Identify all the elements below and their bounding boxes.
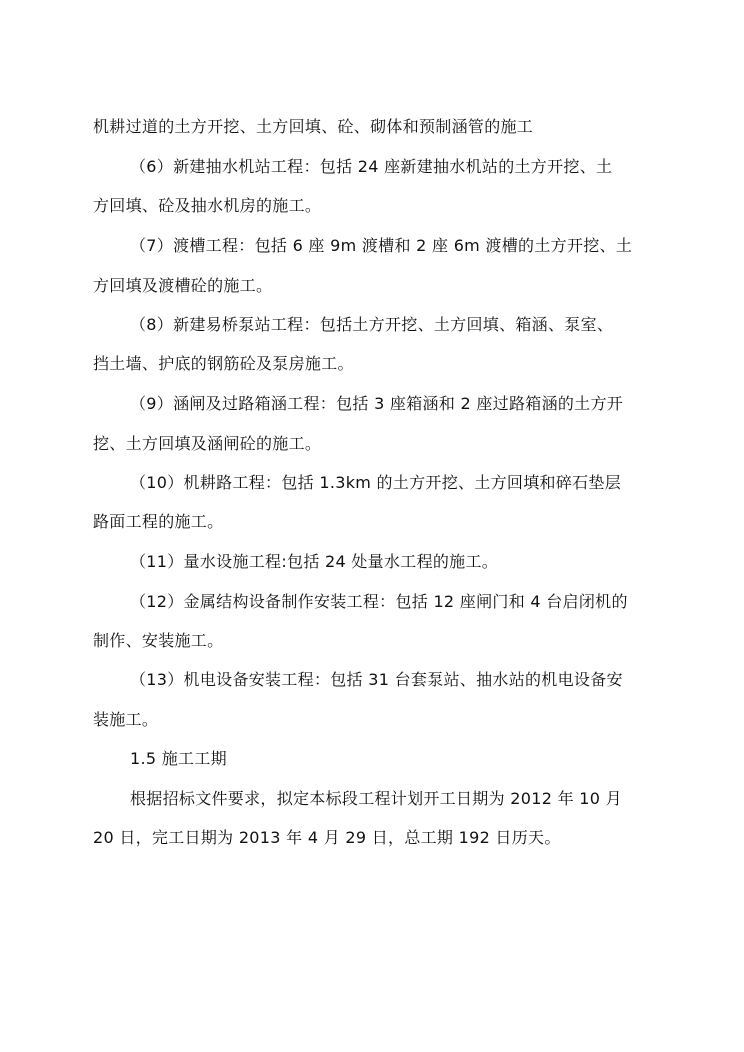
text-line: 方回填及渡槽砼的施工。 xyxy=(93,276,273,295)
text-line: （11）量水设施工程:包括 24 处量水工程的施工。 xyxy=(130,552,499,571)
text-line: 机耕过道的土方开挖、土方回填、砼、砌体和预制涵管的施工 xyxy=(93,117,534,136)
text-line: （12）金属结构设备制作安装工程：包括 12 座闸门和 4 台启闭机的 xyxy=(130,592,628,611)
text-line: （13）机电设备安装工程：包括 31 台套泵站、抽水站的机电设备安 xyxy=(130,670,623,689)
text-line: （6）新建抽水机站工程：包括 24 座新建抽水机站的土方开挖、土 xyxy=(130,157,613,176)
text-line: 20 日，完工日期为 2013 年 4 月 29 日，总工期 192 日历天。 xyxy=(93,828,561,847)
text-line: （8）新建易桥泵站工程：包括土方开挖、土方回填、箱涵、泵室、 xyxy=(130,315,614,334)
text-line: 挖、土方回填及涵闸砼的施工。 xyxy=(93,434,322,453)
text-line: 方回填、砼及抽水机房的施工。 xyxy=(93,196,322,215)
text-line: （7）渡槽工程：包括 6 座 9m 渡槽和 2 座 6m 渡槽的土方开挖、土 xyxy=(130,236,633,255)
text-line: 制作、安装施工。 xyxy=(93,631,224,650)
section-heading: 1.5 施工工期 xyxy=(130,749,227,768)
text-line: 装施工。 xyxy=(93,710,159,729)
text-line: 根据招标文件要求，拟定本标段工程计划开工日期为 2012 年 10 月 xyxy=(130,789,622,808)
text-line: 路面工程的施工。 xyxy=(93,512,224,531)
text-line: （10）机耕路工程：包括 1.3km 的土方开挖、土方回填和碎石垫层 xyxy=(130,473,622,492)
text-line: 挡土墙、护底的钢筋砼及泵房施工。 xyxy=(93,354,354,373)
text-line: （9）涵闸及过路箱涵工程：包括 3 座箱涵和 2 座过路箱涵的土方开 xyxy=(130,394,624,413)
